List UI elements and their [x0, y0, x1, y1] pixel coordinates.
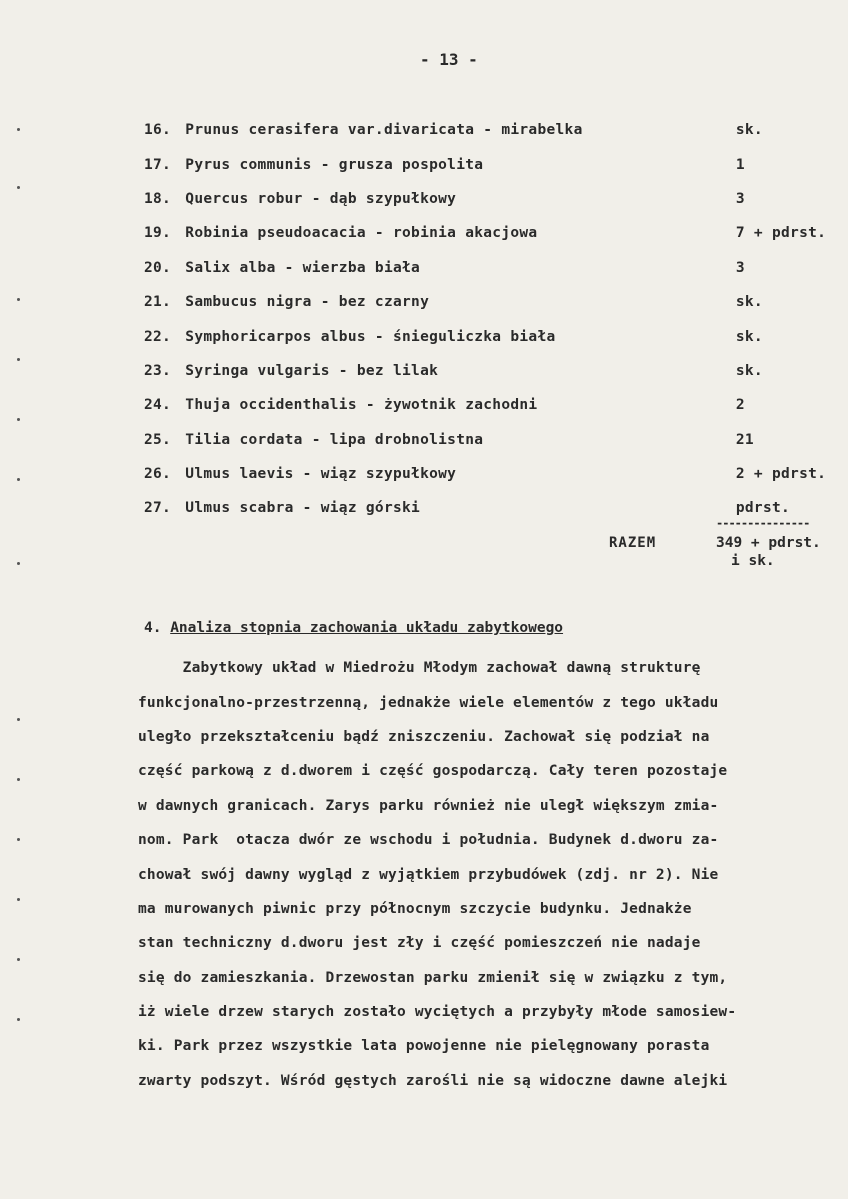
species-quantity: sk. [735, 362, 763, 379]
species-row [144, 423, 844, 457]
margin-dot [17, 958, 20, 961]
paragraph-line: zwarty podszyt. Wśród gęstych zarośli nie są widoczne dawne alejki [138, 1072, 728, 1089]
paragraph-line: stan techniczny d.dworu jest zły i część pomieszczeń nie nadaje [138, 935, 701, 952]
margin-dot [17, 478, 20, 481]
species-row [144, 182, 844, 216]
species-name: Sambucus nigra - bez czarny [185, 294, 430, 311]
margin-dot [17, 778, 20, 781]
paragraph-line: uległo przekształceniu bądź zniszczeniu. Zachował się podział na [138, 728, 710, 745]
total-value: 349 + pdrst. [716, 535, 821, 551]
margin-dot [17, 128, 20, 131]
section-paragraph [138, 651, 838, 1098]
species-name: Prunus cerasifera var.divaricata - mirabelka [185, 122, 583, 139]
species-quantity: pdrst. [735, 500, 791, 517]
paragraph-line: iż wiele drzew starych zostało wyciętych a przybyły młode samosiew- [138, 1004, 737, 1021]
paragraph-line: ki. Park przez wszystkie lata powojenne nie pielęgnowany porasta [138, 1038, 710, 1055]
species-number: 27. [144, 500, 172, 517]
margin-dot [17, 562, 20, 565]
species-list [144, 113, 844, 526]
species-number: 22. [144, 328, 172, 345]
species-quantity: sk. [735, 122, 763, 139]
total-value-note: i sk. [731, 553, 775, 569]
species-name: Syringa vulgaris - bez lilak [185, 362, 439, 379]
species-quantity: 1 [735, 156, 745, 173]
species-row [144, 113, 844, 147]
species-name: Ulmus scabra - wiąz górski [185, 500, 421, 517]
paragraph-line: w dawnych granicach. Zarys parku również nie uległ większym zmia- [138, 797, 719, 814]
section-title: Analiza stopnia zachowania układu zabytkowego [170, 620, 564, 636]
paragraph-line: chował swój dawny wygląd z wyjątkiem przybudówek (zdj. nr 2). Nie [138, 866, 719, 883]
species-number: 17. [144, 156, 172, 173]
margin-dot [17, 418, 20, 421]
species-row [144, 319, 844, 353]
species-name: Robinia pseudoacacia - robinia akacjowa [185, 225, 538, 242]
paragraph-line: się do zamieszkania. Drzewostan parku zmienił się w związku z tym, [138, 969, 728, 986]
species-number: 16. [144, 122, 172, 139]
species-name: Ulmus laevis - wiąz szypułkowy [185, 466, 457, 483]
species-name: Tilia cordata - lipa drobnolistna [185, 431, 484, 448]
paragraph-line: Zabytkowy układ w Miedrożu Młodym zachował dawną strukturę [138, 660, 701, 677]
species-name: Pyrus communis - grusza pospolita [185, 156, 484, 173]
species-row [144, 354, 844, 388]
species-number: 26. [144, 466, 172, 483]
species-number: 24. [144, 397, 172, 414]
total-separator: --------------- [716, 516, 810, 530]
species-row [144, 388, 844, 422]
species-number: 18. [144, 190, 172, 207]
margin-dot [17, 298, 20, 301]
species-row [144, 216, 844, 250]
species-name: Salix alba - wierzba biała [185, 259, 421, 276]
paragraph-line: nom. Park otacza dwór ze wschodu i południa. Budynek d.dworu za- [138, 832, 719, 849]
species-number: 19. [144, 225, 172, 242]
section-heading [144, 620, 563, 636]
margin-dot [17, 186, 20, 189]
species-number: 21. [144, 294, 172, 311]
margin-dot [17, 838, 20, 841]
species-row [144, 147, 844, 181]
species-name: Thuja occidenthalis - żywotnik zachodni [185, 397, 538, 414]
species-quantity: sk. [735, 328, 763, 345]
species-quantity: 3 [735, 190, 745, 207]
page-number: - 13 - [420, 50, 478, 69]
margin-dot [17, 718, 20, 721]
species-number: 25. [144, 431, 172, 448]
species-name: Symphoricarpos albus - śnieguliczka biała [185, 328, 556, 345]
species-name: Quercus robur - dąb szypułkowy [185, 190, 457, 207]
species-row [144, 251, 844, 285]
species-row [144, 285, 844, 319]
species-quantity: 2 [735, 397, 745, 414]
paragraph-line: funkcjonalno-przestrzenną, jednakże wiele elementów z tego układu [138, 694, 719, 711]
margin-dot [17, 1018, 20, 1021]
margin-dot [17, 898, 20, 901]
species-quantity: 3 [735, 259, 745, 276]
paragraph-line: ma murowanych piwnic przy północnym szczycie budynku. Jednakże [138, 900, 692, 917]
section-number: 4. [144, 620, 162, 636]
total-label: RAZEM [609, 535, 657, 551]
species-quantity: 7 + pdrst. [735, 225, 827, 242]
margin-dot [17, 358, 20, 361]
paragraph-line: część parkową z d.dworem i część gospodarczą. Cały teren pozostaje [138, 763, 728, 780]
species-quantity: sk. [735, 294, 763, 311]
species-number: 20. [144, 259, 172, 276]
species-number: 23. [144, 362, 172, 379]
species-row [144, 457, 844, 491]
species-quantity: 21 [735, 431, 754, 448]
species-quantity: 2 + pdrst. [735, 466, 827, 483]
